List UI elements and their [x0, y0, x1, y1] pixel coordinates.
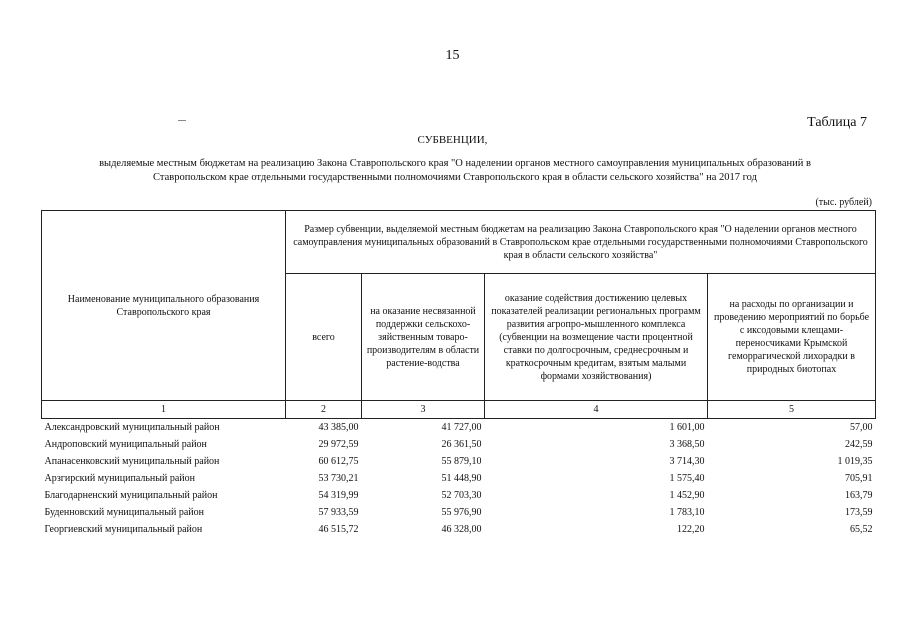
tick-control-value: 57,00 — [850, 421, 873, 433]
column-number-3: 3 — [362, 401, 485, 419]
header-interest-rate-compensation: оказание содействия достижению целевых показателей реализации региональных программ развития агропро-мышленного комплекса (субвенции на возмещение части процентной ставки по долгосрочным, среднесрочным и краткосрочным кредитам, взятым малыми формами хозяйствования) — [485, 274, 708, 401]
municipality-name: Арзгирский муниципальный район — [44, 472, 195, 484]
table-row — [42, 453, 876, 470]
header-subvention-group: Размер субвенции, выделяемой местным бюджетам на реализацию Закона Ставропольского края "О наделении органов местного самоуправления муниципальных образований в Ставропольском крае отдельными государственными полномочиями Ставропольского края в области сельского хозяйства" — [286, 211, 876, 274]
interest-compensation-value: 122,20 — [677, 523, 705, 535]
tick-control-value: 705,91 — [845, 472, 873, 484]
column-number-5: 5 — [708, 401, 876, 419]
units-label: (тыс. рублей) — [815, 197, 872, 208]
tick-control-value: 173,59 — [845, 506, 873, 518]
crop-support-value: 52 703,30 — [441, 489, 482, 501]
crop-support-value: 51 448,90 — [441, 472, 482, 484]
table-row — [42, 419, 876, 437]
header-total: всего — [286, 274, 362, 401]
total-value: 43 385,00 — [318, 421, 359, 433]
header-municipality-name: Наименование муниципального образования Ставропольского края — [42, 211, 286, 401]
document-title: СУБВЕНЦИИ, — [417, 134, 488, 146]
interest-compensation-value: 3 368,50 — [669, 438, 705, 450]
table-row — [42, 504, 876, 521]
total-value: 60 612,75 — [318, 455, 359, 467]
municipality-name: Андроповский муниципальный район — [44, 438, 207, 450]
table-label: Таблица 7 — [807, 115, 867, 130]
tick-control-value: 242,59 — [845, 438, 873, 450]
municipality-name: Георгиевский муниципальный район — [44, 523, 203, 535]
total-value: 54 319,99 — [318, 489, 359, 501]
table-row — [42, 436, 876, 453]
column-number-2: 2 — [286, 401, 362, 419]
crop-support-value: 41 727,00 — [441, 421, 482, 433]
document-subtitle — [40, 157, 870, 185]
interest-compensation-value: 3 714,30 — [669, 455, 705, 467]
subtitle-line-1: выделяемые местным бюджетам на реализацию Закона Ставропольского края "О наделении органов местного самоуправления муниципальных образований в — [99, 158, 811, 169]
table-row — [42, 470, 876, 487]
municipality-name: Апанасенковский муниципальный район — [44, 455, 220, 467]
header-crop-support: на оказание несвязанной поддержки сельскохо-зяйственным товаро-производителям в области растение-водства — [362, 274, 485, 401]
municipality-name: Благодарненский муниципальный район — [44, 489, 218, 501]
total-value: 53 730,21 — [318, 472, 359, 484]
subventions-table — [41, 210, 876, 538]
table-row — [42, 487, 876, 504]
subtitle-line-2: Ставропольском крае отдельными государственными полномочиями Ставропольского края в области сельского хозяйства" на 2017 год — [153, 172, 757, 183]
column-number-1: 1 — [42, 401, 286, 419]
interest-compensation-value: 1 783,10 — [669, 506, 705, 518]
page-number: 15 — [445, 48, 460, 63]
tick-control-value: 65,52 — [850, 523, 873, 535]
crop-support-value: 46 328,00 — [441, 523, 482, 535]
tick-control-value: 163,79 — [845, 489, 873, 501]
crop-support-value: 26 361,50 — [441, 438, 482, 450]
scan-artifact — [178, 120, 186, 121]
column-number-4: 4 — [485, 401, 708, 419]
interest-compensation-value: 1 452,90 — [669, 489, 705, 501]
crop-support-value: 55 879,10 — [441, 455, 482, 467]
total-value: 46 515,72 — [318, 523, 359, 535]
municipality-name: Буденновский муниципальный район — [44, 506, 204, 518]
interest-compensation-value: 1 575,40 — [669, 472, 705, 484]
tick-control-value: 1 019,35 — [837, 455, 873, 467]
municipality-name: Александровский муниципальный район — [44, 421, 220, 433]
interest-compensation-value: 1 601,00 — [669, 421, 705, 433]
total-value: 29 972,59 — [318, 438, 359, 450]
crop-support-value: 55 976,90 — [441, 506, 482, 518]
table-row — [42, 521, 876, 538]
total-value: 57 933,59 — [318, 506, 359, 518]
header-tick-control: на расходы по организации и проведению мероприятий по борьбе с иксодовыми клещами-переносчиками Крымской геморрагической лихорадки в природных биотопах — [708, 274, 876, 401]
